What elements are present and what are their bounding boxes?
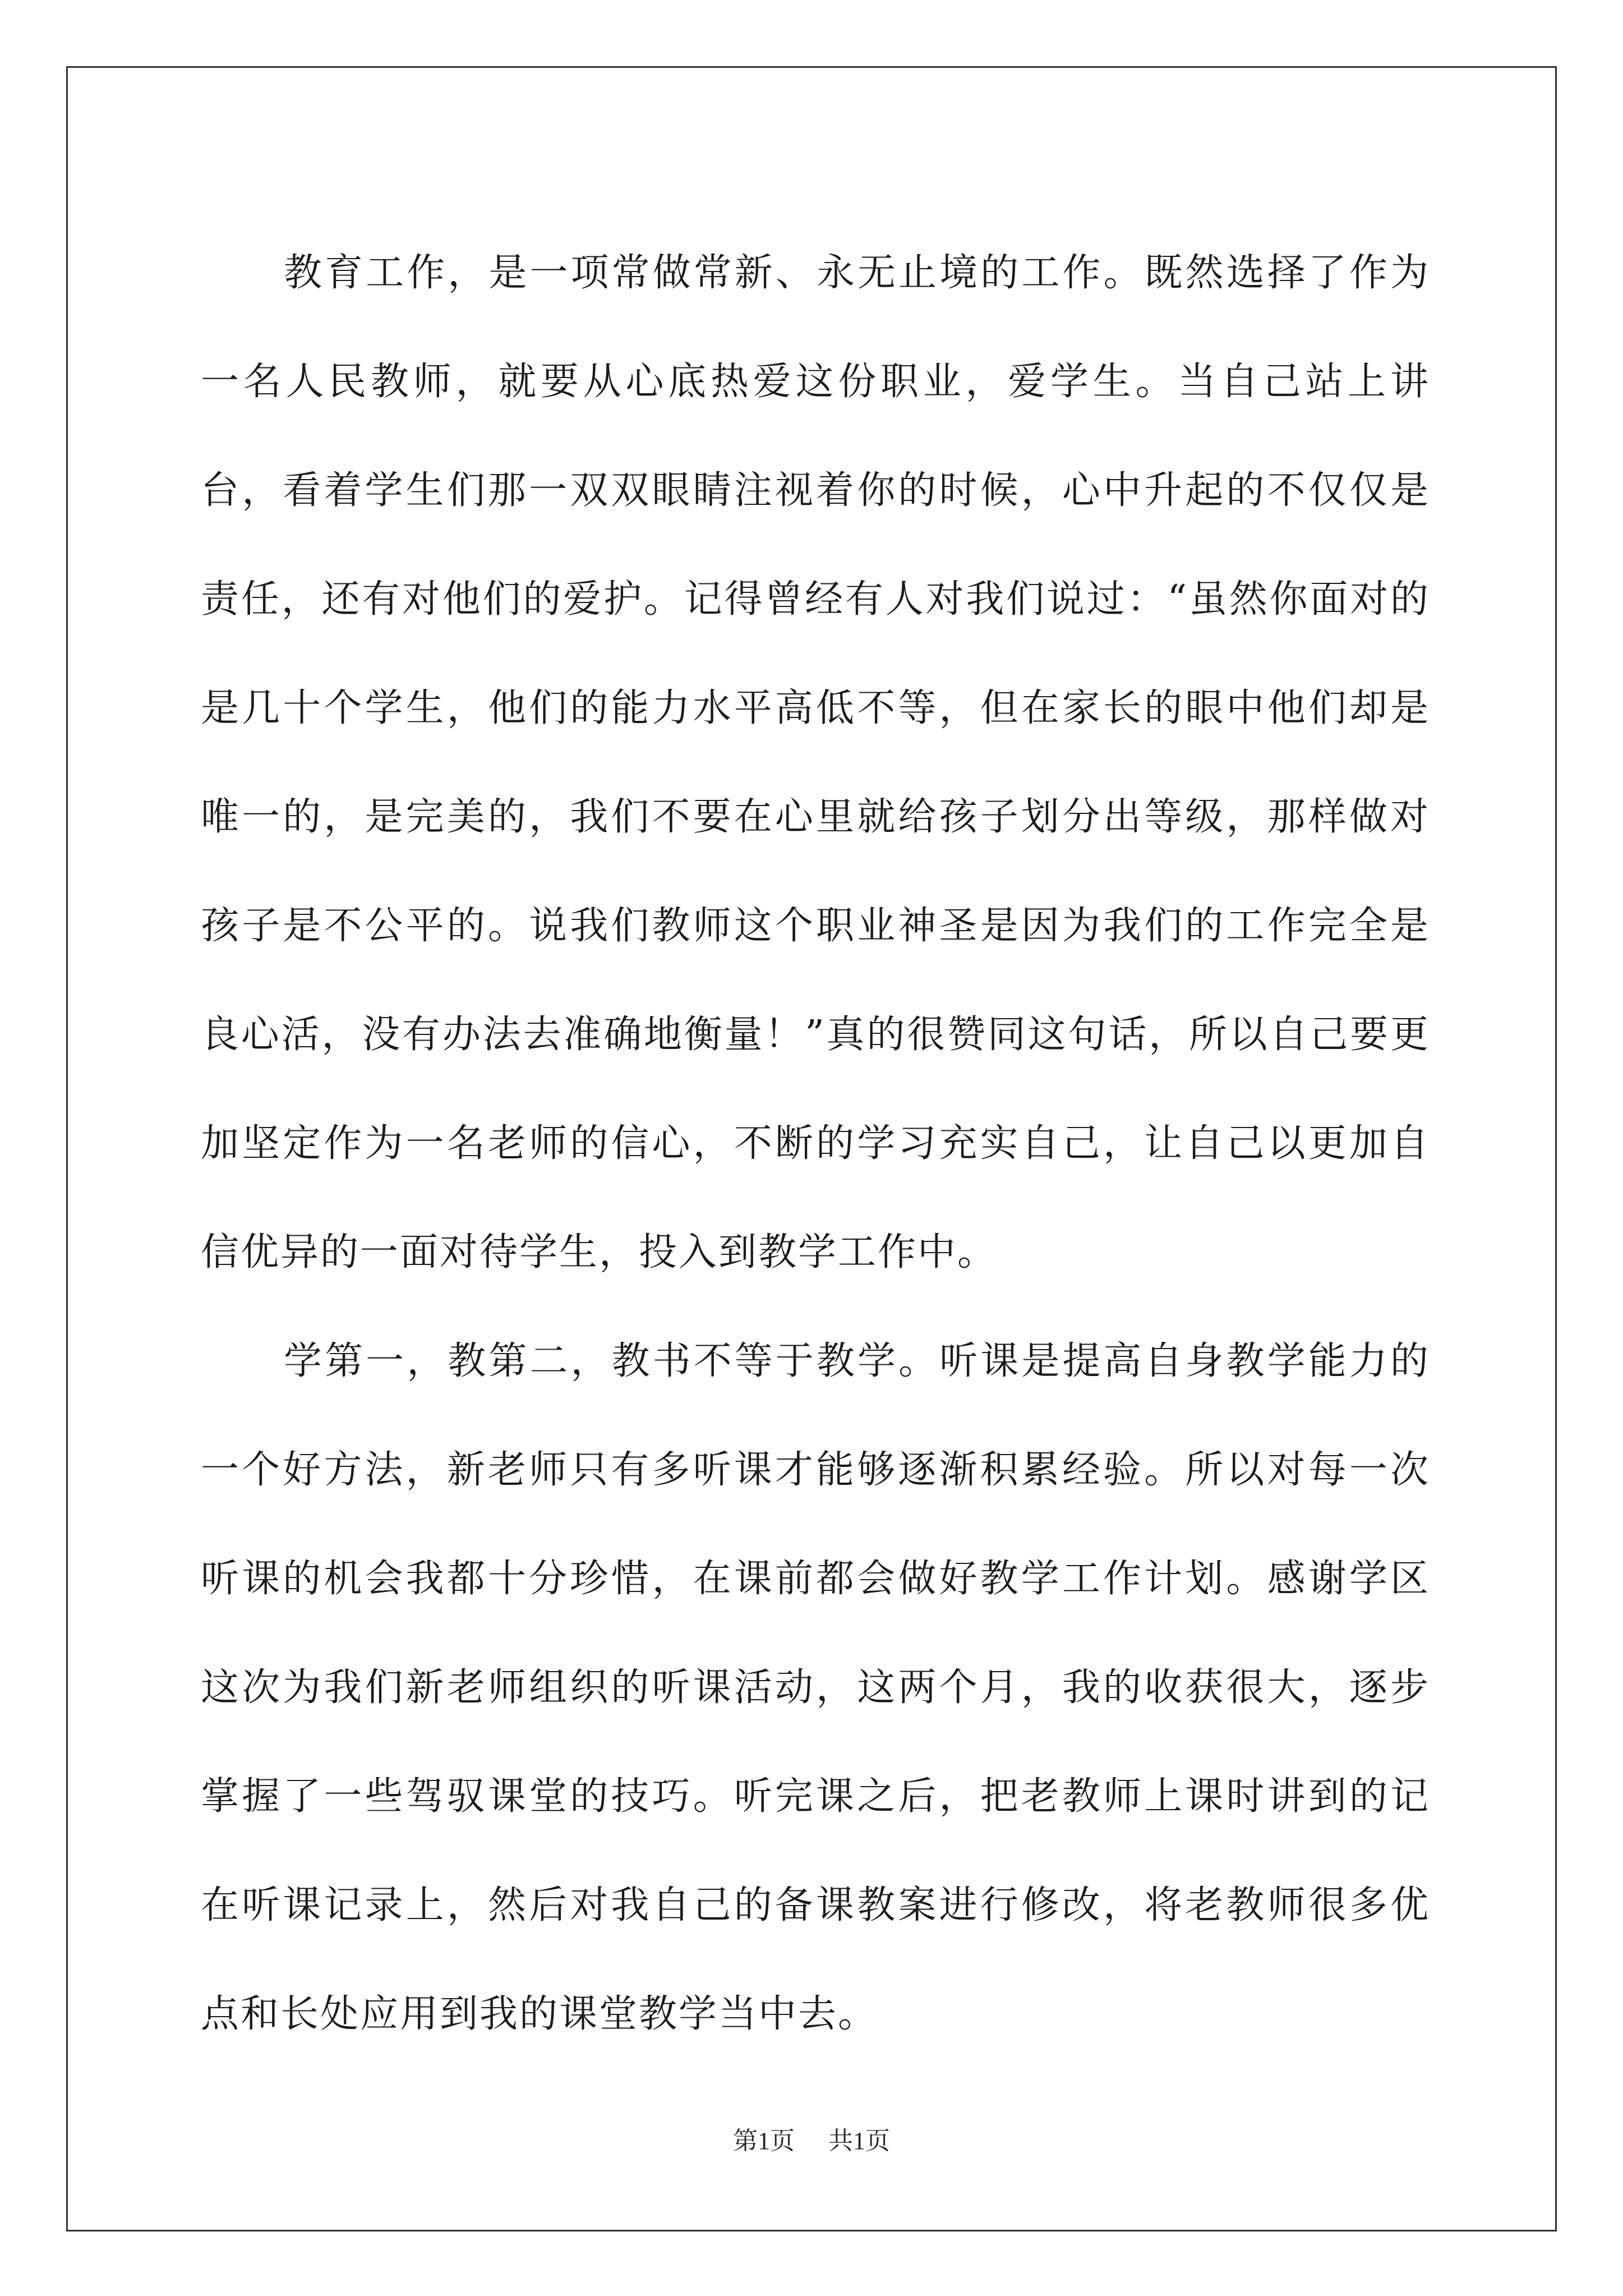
page-number-total: 共1页 [828, 2127, 890, 2155]
document-body [201, 219, 1430, 2069]
paragraph-1: 教育工作，是一项常做常新、永无止境的工作。既然选择了作为一名人民教师，就要从心底热爱这份职业，爱学生。当自己站上讲台，看着学生们那一双双眼睛注视着你的时候，心中升起的不仅仅是责任，还有对他们的爱护。记得曾经有人对我们说过：“虽然你面对的是几十个学生，他们的能力水平高低不等，但在家长的眼中他们却是唯一的，是完美的，我们不要在心里就给孩子划分出等级，那样做对孩子是不公平的。说我们教师这个职业神圣是因为我们的工作完全是良心活，没有办法去准确地衡量！”真的很赞同这句话，所以自己要更加坚定作为一名老师的信心，不断的学习充实自己，让自己以更加自信优异的一面对待学生，投入到教学工作中。 [201, 251, 1430, 1274]
page-number-current: 第1页 [733, 2127, 795, 2155]
page-footer [0, 2120, 1623, 2156]
paragraph-2: 学第一，教第二，教书不等于教学。听课是提高自身教学能力的一个好方法，新老师只有多听课才能够逐渐积累经验。所以对每一次听课的机会我都十分珍惜，在课前都会做好教学工作计划。感谢学区这次为我们新老师组织的听课活动，这两个月，我的收获很大，逐步掌握了一些驾驭课堂的技巧。听完课之后，把老教师上课时讲到的记在听课记录上，然后对我自己的备课教案进行修改，将老教师很多优点和长处应用到我的课堂教学当中去。 [201, 1339, 1430, 2036]
